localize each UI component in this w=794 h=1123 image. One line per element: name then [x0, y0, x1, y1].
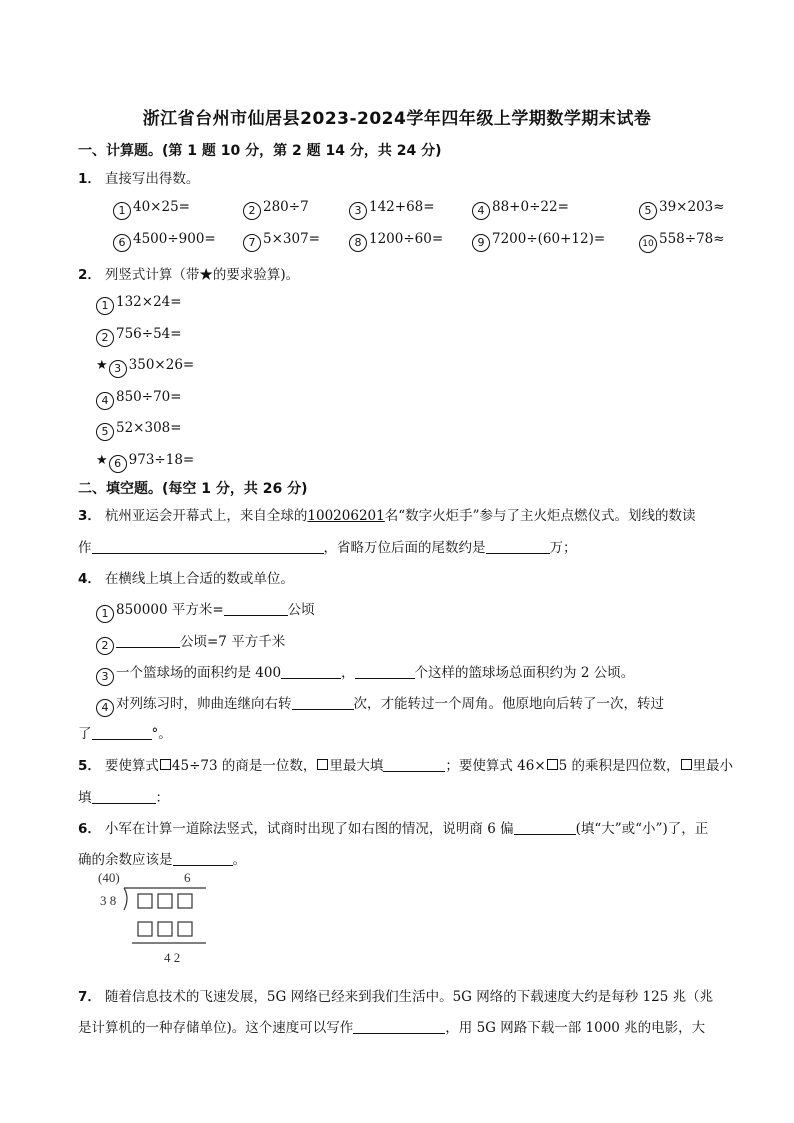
q4-item-2: [96, 630, 285, 655]
box-placeholder-icon: [681, 759, 692, 770]
q3-text-a: 杭州亚运会开幕式上，来自全球的: [104, 508, 308, 524]
circled-number: 9: [472, 234, 490, 252]
q2-item-1: [96, 294, 182, 315]
q5-text-g: 填: [78, 790, 92, 806]
circled-number: 6: [109, 455, 127, 473]
circled-number: 3: [349, 202, 367, 220]
q6-text-a: 小军在计算一道除法竖式，试商时出现了如右图的情况，说明商 6 偏: [104, 821, 514, 837]
q4-4-text-a: 对列练习时，帅曲连继向右转: [116, 696, 292, 712]
q2-item-4: [96, 389, 182, 410]
circled-number: 1: [113, 202, 131, 220]
circled-number: 2: [96, 637, 114, 655]
q5-text-c: 里最大填: [329, 758, 384, 774]
answer-blank[interactable]: [224, 601, 288, 616]
circled-number: 5: [639, 202, 657, 220]
circled-number: 4: [472, 202, 490, 220]
answer-blank[interactable]: [292, 695, 354, 710]
trial-guess-label: (40): [98, 870, 120, 885]
question-number: 6．: [78, 821, 101, 837]
q1-item-4: [472, 199, 569, 220]
question-number: 2．: [78, 267, 101, 283]
answer-blank[interactable]: [281, 664, 341, 679]
circled-number: 4: [96, 392, 114, 410]
expression: 973÷18=: [128, 452, 195, 468]
question-7-line-2: [78, 1016, 705, 1036]
answer-blank[interactable]: [355, 664, 415, 679]
question-7-line-1: [78, 985, 713, 1005]
answer-blank[interactable]: [383, 757, 445, 772]
expression: 350×26=: [128, 357, 195, 373]
question-6-line-1: [78, 817, 708, 837]
digit-box: [178, 922, 192, 936]
circled-number: 1: [96, 297, 114, 315]
question-3-line-2: [78, 536, 577, 556]
q3-text-c: 作: [78, 540, 92, 556]
star-icon: ★: [96, 453, 108, 468]
expression: 52×308=: [116, 420, 182, 436]
q2-item-5: [96, 420, 182, 441]
answer-blank[interactable]: [486, 539, 550, 554]
q4-1-unit: 公顷: [287, 602, 315, 618]
question-number: 3．: [78, 508, 101, 524]
question-text: 列竖式计算（带★的要求验算)。: [104, 267, 300, 283]
q4-item-4-cont: [78, 722, 172, 742]
expression: 1200÷60=: [369, 231, 444, 247]
circled-number: 10: [639, 235, 657, 253]
q1-item-3: [349, 199, 435, 220]
question-text: 直接写出得数。: [104, 171, 200, 187]
q7-text-a: 随着信息技术的飞速发展，5G 网络已经来到我们生活中。5G 网络的下载速度大约是每秒 125 兆（兆: [104, 989, 714, 1005]
expression: 756÷54=: [116, 326, 182, 342]
answer-blank[interactable]: [92, 789, 156, 804]
expression: 132×24=: [116, 294, 182, 310]
q4-3-text-b: ，: [341, 665, 355, 681]
q4-item-1: [96, 598, 315, 623]
question-number: 4．: [78, 571, 101, 587]
question-2: [78, 263, 299, 283]
circled-number: 2: [243, 202, 261, 220]
divisor-digits: 3 8: [100, 893, 117, 908]
q4-4-text-d: °。: [151, 726, 172, 742]
circled-number: 1: [96, 605, 114, 623]
box-placeholder-icon: [160, 759, 171, 770]
circled-number: 6: [113, 234, 131, 252]
section-heading-fill-in: 二、填空题。(每空 1 分，共 26 分): [78, 481, 308, 497]
circled-number: 3: [109, 360, 127, 378]
q7-text-b: 是计算机的一种存储单位)。这个速度可以写作: [78, 1020, 354, 1036]
q4-3-text-a: 一个篮球场的面积约是 400: [116, 665, 282, 681]
q4-item-4: [96, 692, 664, 717]
question-5-line-1: [78, 754, 733, 774]
expression: 850÷70=: [116, 389, 182, 405]
answer-blank[interactable]: [514, 820, 576, 835]
q5-text-d: ；要使算式 46×: [445, 758, 546, 774]
q1-item-10: [639, 231, 725, 253]
q1-item-6: [113, 231, 216, 252]
q4-4-text-b: 次，才能转过一个周角。他原地向后转了一次，转过: [353, 696, 664, 712]
circled-number: 4: [96, 699, 114, 717]
star-icon: ★: [96, 358, 108, 373]
answer-blank[interactable]: [173, 851, 233, 866]
expression: 39×203≈: [659, 199, 725, 215]
answer-blank[interactable]: [92, 539, 324, 554]
q4-2-text: 公顷=7 平方千米: [180, 634, 286, 650]
q2-item-2: [96, 326, 182, 347]
question-4: [78, 567, 294, 587]
page-title: 浙江省台州市仙居县2023-2024学年四年级上学期数学期末试卷: [142, 109, 652, 129]
question-text: 在横线上填上合适的数或单位。: [104, 571, 294, 587]
q6-text-c: 确的余数应该是: [78, 852, 173, 868]
question-number: 5．: [78, 758, 101, 774]
q5-text-b: 45÷73 的商是一位数，: [171, 758, 317, 774]
long-division-figure: [96, 870, 216, 970]
digit-box: [178, 894, 192, 908]
digit-box: [158, 894, 172, 908]
answer-blank[interactable]: [116, 633, 180, 648]
expression: 280÷7: [263, 199, 309, 215]
expression: 4500÷900=: [133, 231, 216, 247]
q6-text-b: (填“大”或“小”)了，正: [575, 821, 709, 837]
digit-box: [158, 922, 172, 936]
q2-item-6: [96, 452, 194, 473]
q1-item-8: [349, 231, 443, 252]
q7-text-c: ，用 5G 网路下载一部 1000 兆的电影，大: [445, 1020, 706, 1036]
digit-box: [138, 922, 152, 936]
expression: 7200÷(60+12)=: [492, 231, 606, 247]
expression: 88+0÷22=: [492, 199, 569, 215]
q3-text-d: ，省略万位后面的尾数约是: [323, 540, 486, 556]
expression: 142+68=: [369, 199, 435, 215]
question-6-line-2: [78, 848, 246, 868]
box-placeholder-icon: [547, 759, 558, 770]
underlined-number: 100206201: [307, 508, 385, 524]
q3-text-e: 万；: [549, 540, 577, 556]
q4-1-text: 850000 平方米=: [116, 602, 224, 618]
division-bracket: [124, 888, 127, 910]
q5-text-a: 要使算式: [104, 758, 159, 774]
q1-item-9: [472, 231, 605, 252]
q6-text-d: 。: [232, 852, 246, 868]
circled-number: 5: [96, 423, 114, 441]
circled-number: 3: [96, 668, 114, 686]
q3-text-b: 名“数字火炬手”参与了主火炬点燃仪式。划线的数读: [384, 508, 696, 524]
circled-number: 2: [96, 329, 114, 347]
answer-blank[interactable]: [92, 725, 152, 740]
quotient-digit: 6: [184, 870, 191, 885]
question-number: 1．: [78, 171, 101, 187]
question-number: 7．: [78, 989, 101, 1005]
remainder-digits: 4 2: [164, 950, 181, 965]
answer-blank[interactable]: [353, 1019, 445, 1034]
q1-item-7: [243, 231, 320, 252]
q1-item-2: [243, 199, 309, 220]
circled-number: 8: [349, 234, 367, 252]
expression: 558÷78≈: [659, 231, 725, 247]
digit-box: [138, 894, 152, 908]
question-5-line-2: [78, 786, 169, 806]
q4-item-3: [96, 661, 634, 686]
expression: 5×307=: [263, 231, 320, 247]
circled-number: 7: [243, 234, 261, 252]
q5-text-e: 5 的乘积是四位数，: [558, 758, 680, 774]
q5-text-h: ：: [155, 790, 169, 806]
q1-item-1: [113, 199, 190, 220]
section-heading-calculation: 一、计算题。(第 1 题 10 分，第 2 题 14 分，共 24 分): [78, 143, 442, 159]
q4-4-text-c: 了: [78, 726, 92, 742]
expression: 40×25=: [133, 199, 190, 215]
question-3-line-1: [78, 504, 696, 524]
question-1: [78, 167, 199, 187]
q2-item-3: [96, 357, 194, 378]
q4-3-text-c: 个这样的篮球场总面积约为 2 公顷。: [414, 665, 635, 681]
box-placeholder-icon: [317, 759, 328, 770]
q1-item-5: [639, 199, 725, 220]
q5-text-f: 里最小: [692, 758, 734, 774]
